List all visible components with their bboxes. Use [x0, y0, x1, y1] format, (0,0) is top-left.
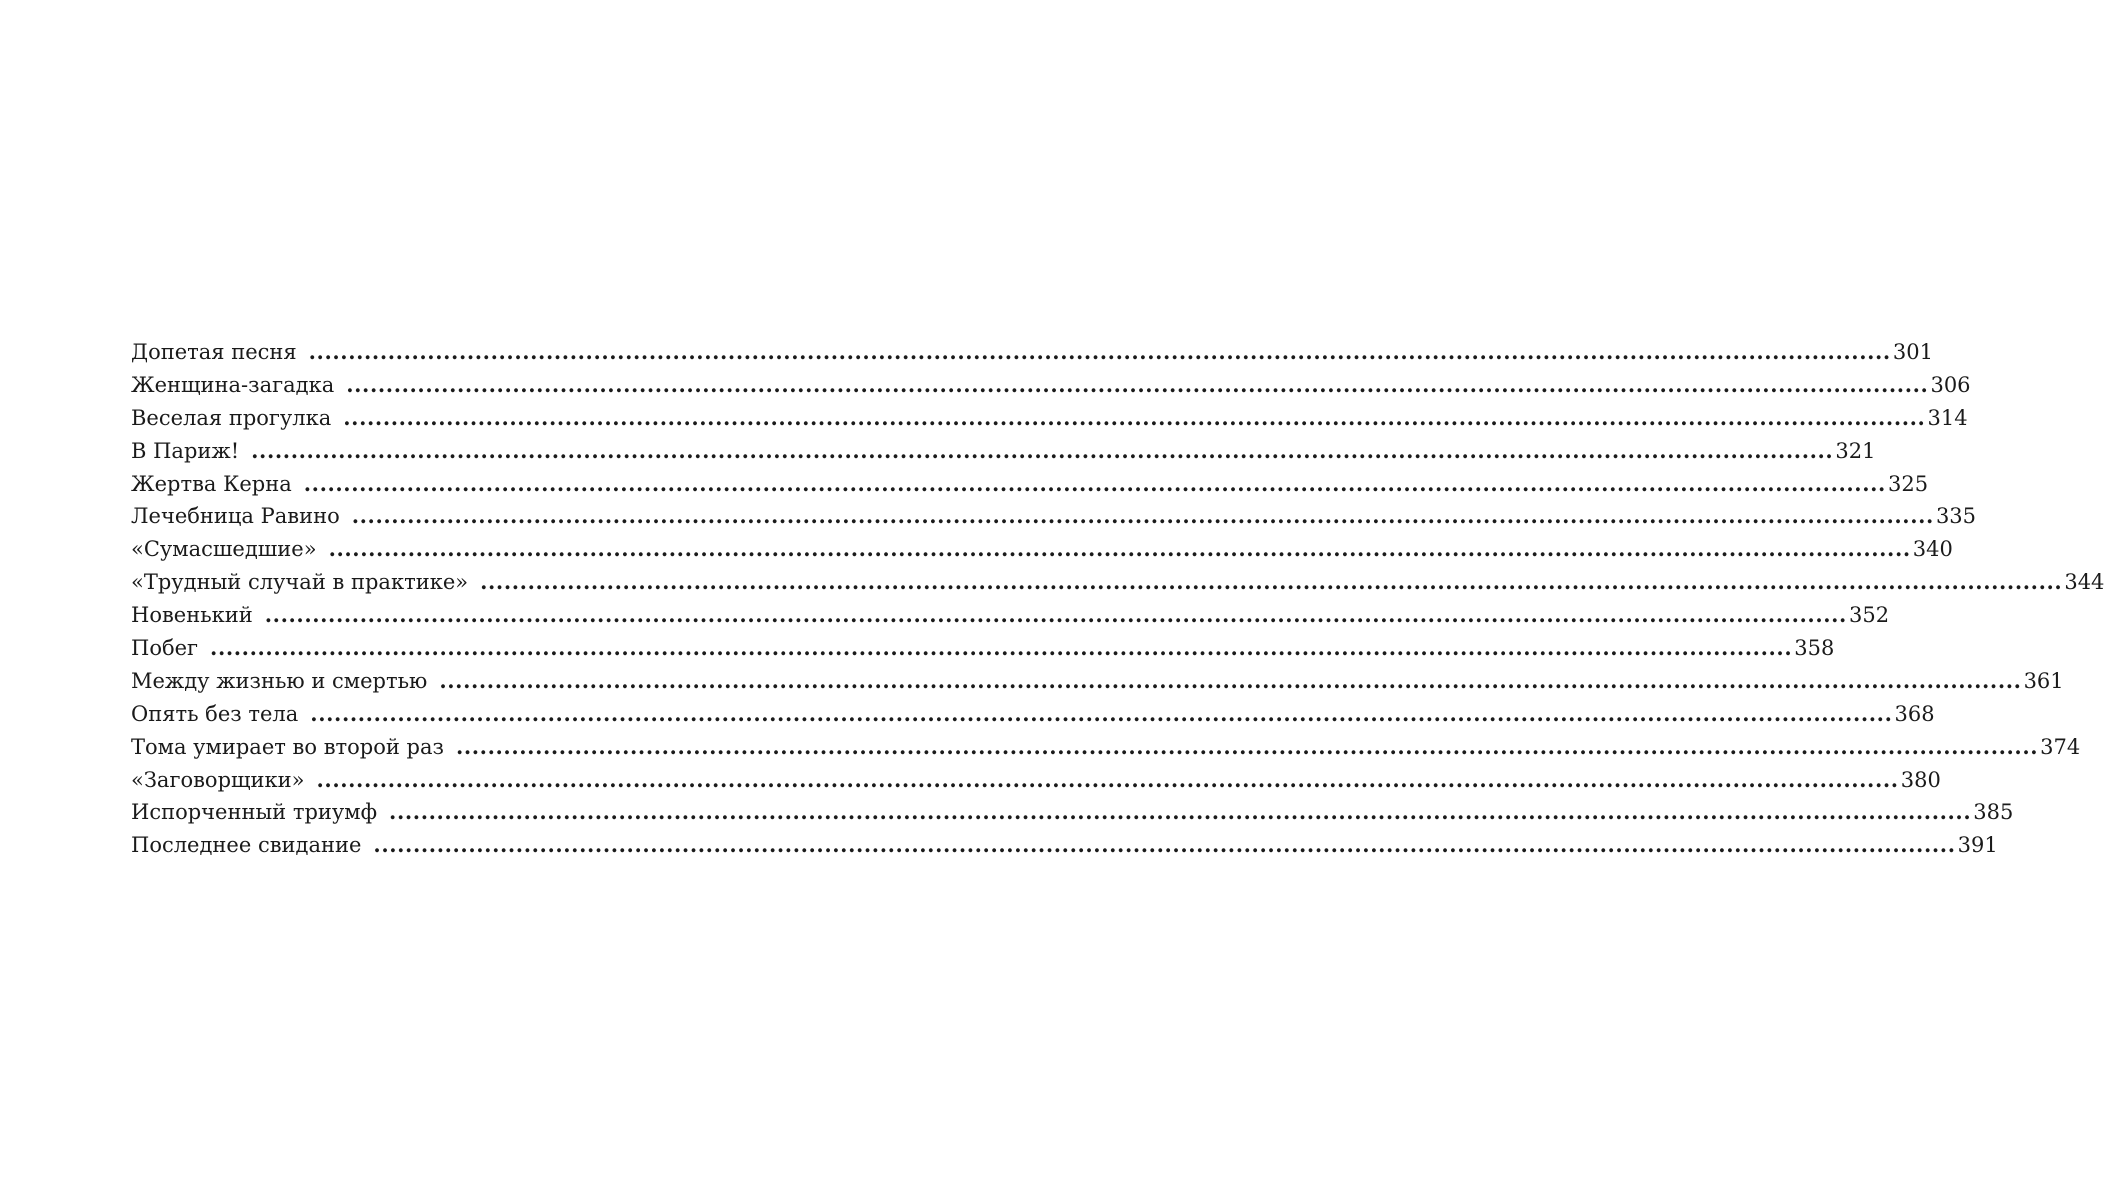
dot-leader: ........................................................................................................................................................................................................ — [343, 404, 1926, 430]
toc-entry-page: 314 — [1927, 405, 1968, 430]
toc-entry-page: 325 — [1887, 471, 1929, 496]
toc-entry — [131, 500, 1977, 533]
toc-entry-title: «Трудный случай в практике» — [131, 570, 469, 595]
dot-leader: ........................................................................................................................................................................................................ — [316, 766, 1899, 792]
toc-entry — [131, 369, 1971, 402]
toc-entry-page: 306 — [1930, 372, 1971, 397]
dot-leader: ........................................................................................................................................................................................................ — [439, 667, 2022, 693]
dot-leader: ........................................................................................................................................................................................................ — [328, 536, 1911, 562]
dot-leader: ........................................................................................................................................................................................................ — [210, 635, 1793, 661]
toc-entry-page: 391 — [1957, 833, 1998, 858]
dot-leader: ........................................................................................................................................................................................................ — [251, 437, 1834, 463]
toc-entry-title: Испорченный триумф — [131, 800, 378, 825]
toc-entry-title: «Заговорщики» — [131, 767, 305, 792]
toc-entry-title: Жертва Керна — [131, 471, 292, 496]
toc-entry-title: Между жизнью и смертью — [131, 668, 428, 693]
toc-entry-page: 301 — [1892, 340, 1933, 364]
toc-entry-page: 380 — [1900, 767, 1941, 792]
toc-entry-page: 340 — [1912, 537, 1953, 562]
toc-entry — [131, 764, 1941, 797]
toc-entry-title: Тома умирает во второй раз — [131, 734, 444, 759]
dot-leader: ........................................................................................................................................................................................................ — [310, 700, 1893, 726]
toc-entry — [131, 336, 1933, 369]
toc-entry-title: Веселая прогулка — [131, 405, 332, 430]
dot-leader: ........................................................................................................................................................................................................ — [480, 569, 2063, 595]
toc-entry-title: В Париж! — [131, 438, 240, 463]
toc-entry-title: Опять без тела — [131, 701, 299, 726]
toc-entry — [131, 632, 1835, 665]
dot-leader: ........................................................................................................................................................................................................ — [455, 733, 2039, 759]
toc-entry-page: 344 — [2064, 570, 2104, 595]
toc-entry-title: Побег — [131, 636, 199, 661]
toc-entry — [131, 402, 1968, 435]
toc-entry-title: Последнее свидание — [131, 833, 362, 858]
dot-leader: ........................................................................................................................................................................................................ — [264, 602, 1847, 628]
dot-leader: ........................................................................................................................................................................................................ — [308, 339, 1891, 364]
toc-entry — [131, 796, 2014, 829]
toc-entry — [131, 435, 1876, 468]
toc-entry — [131, 829, 1998, 862]
toc-entry-title: «Сумасшедшие» — [131, 537, 317, 562]
toc-entry-title: Новенький — [131, 603, 253, 628]
dot-leader: ........................................................................................................................................................................................................ — [346, 371, 1929, 397]
toc-entry-page: 361 — [2023, 668, 2064, 693]
dot-leader: ........................................................................................................................................................................................................ — [351, 503, 1934, 529]
toc-entry — [131, 533, 1953, 566]
toc-entry-title: Женщина-загадка — [131, 372, 335, 397]
toc-entry-page: 321 — [1835, 438, 1876, 463]
toc-entry — [131, 698, 1935, 731]
toc-entry-page: 374 — [2040, 734, 2081, 759]
dot-leader: ........................................................................................................................................................................................................ — [389, 799, 1972, 825]
toc-entry — [131, 665, 2064, 698]
toc-entry-page: 358 — [1794, 636, 1835, 661]
toc-entry — [131, 599, 1890, 632]
toc-entry — [131, 566, 2104, 599]
toc-entry-page: 368 — [1894, 701, 1935, 726]
dot-leader: ........................................................................................................................................................................................................ — [373, 832, 1956, 858]
toc-entry-page: 385 — [1973, 800, 2014, 825]
table-of-contents — [131, 336, 2104, 862]
toc-entry — [131, 731, 2081, 764]
toc-entry-title: Лечебница Равино — [131, 504, 340, 529]
toc-entry-page: 335 — [1935, 504, 1977, 529]
toc-entry-page: 352 — [1848, 603, 1890, 628]
toc-entry-title: Допетая песня — [131, 340, 297, 364]
toc-entry — [131, 468, 1929, 501]
dot-leader: ........................................................................................................................................................................................................ — [303, 470, 1886, 496]
